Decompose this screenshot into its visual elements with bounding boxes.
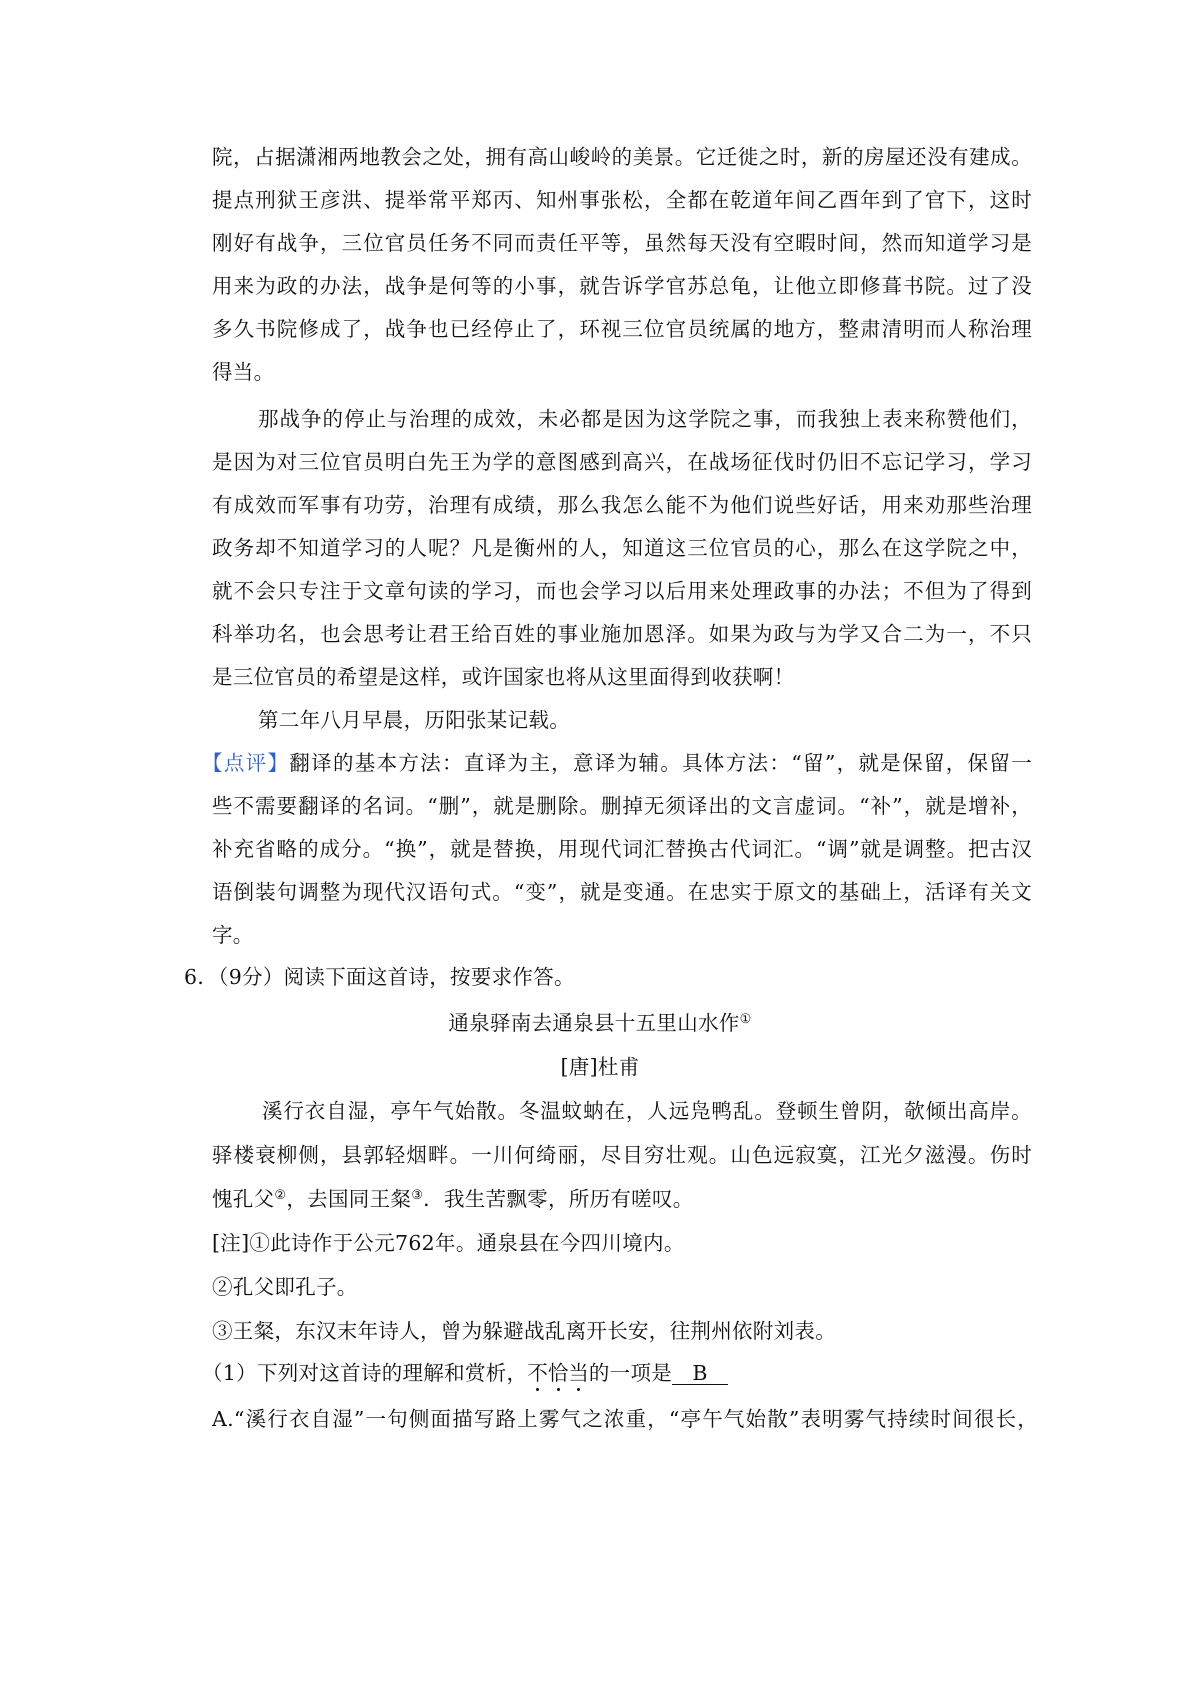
poem-line-part: ．我生苦飘零，所历有嗟叹。 — [423, 1187, 694, 1211]
sub-question-1 — [202, 1358, 728, 1388]
para2-last-line: 是三位官员的希望是这样，或许国家也将从这里面得到收获啊！ — [212, 665, 795, 689]
poem-line-part: 愧孔父 — [212, 1187, 275, 1211]
comment-line: 些不需要翻译的名词。“删”，就是删除。删掉无须译出的文言虚词。“补”，就是增补， — [212, 794, 1032, 818]
para2-line: 政务却不知道学习的人呢？凡是衡州的人，知道这三位官员的心，那么在这学院之中， — [212, 536, 1032, 560]
poem-line — [212, 1184, 694, 1214]
poem-line-part: ，去国同王粲 — [286, 1187, 412, 1211]
para1-last-line: 得当。 — [212, 360, 275, 384]
dotted-char: 不 — [527, 1361, 548, 1385]
sub-question-suffix: 的一项是 — [588, 1361, 673, 1385]
poem-note: [注]①此诗作于公元762年。通泉县在今四川境内。 — [212, 1231, 685, 1255]
para3-line: 第二年八月早晨，历阳张某记载。 — [258, 708, 570, 732]
poem-title-note-mark: ① — [739, 1012, 752, 1027]
poem-note-mark: ③ — [411, 1188, 424, 1203]
sub-question-prefix: （1）下列对这首诗的理解和赏析， — [202, 1361, 528, 1385]
dotted-char: 当 — [568, 1361, 589, 1385]
poem-note: ③王粲，东汉末年诗人，曾为躲避战乱离开长安，往荆州依附刘表。 — [212, 1319, 836, 1343]
poem-line: 驿楼衰柳侧，县郭轻烟畔。一川何绮丽，尽目穷壮观。山色远寂寞，江光夕滋漫。伤时 — [212, 1143, 1032, 1167]
comment-text: 翻译的基本方法：直译为主，意译为辅。具体方法：“留”，就是保留，保留一 — [289, 751, 1032, 775]
poem-title-text: 通泉驿南去通泉县十五里山水作 — [448, 1011, 740, 1035]
comment-first-line — [202, 748, 1032, 778]
comment-last-line: 字。 — [212, 923, 254, 947]
poem-note-mark: ② — [274, 1188, 287, 1203]
para2-line: 有成效而军事有功劳，治理有成绩，那么我怎么能不为他们说些好话，用来劝那些治理 — [212, 493, 1032, 517]
dotted-char: 恰 — [547, 1361, 569, 1385]
question-heading: 6．（9分）阅读下面这首诗，按要求作答。 — [184, 965, 575, 989]
comment-tag: 【点评】 — [202, 751, 290, 775]
para1-line: 院，占据潇湘两地教会之处，拥有高山峻岭的美景。它迁徙之时，新的房屋还没有建成。 — [212, 145, 1032, 169]
poem-note: ②孔父即孔子。 — [212, 1275, 358, 1299]
para2-line: 就不会只专注于文章句读的学习，而也会学习以后用来处理政事的办法；不但为了得到 — [212, 579, 1032, 603]
poem-line: 溪行衣自湿，亭午气始散。冬温蚊蚋在，人远凫鸭乱。登顿生曾阴，欹倾出高岸。 — [262, 1099, 1032, 1123]
comment-line: 补充省略的成分。“换”，就是替换，用现代词汇替换古代词汇。“调”就是调整。把古汉 — [212, 837, 1032, 861]
para1-line: 多久书院修成了，战争也已经停止了，环视三位官员统属的地方，整肃清明而人称治理 — [212, 317, 1032, 341]
para2-first-line: 那战争的停止与治理的成效，未必都是因为这学院之事，而我独上表来称赞他们， — [258, 407, 1032, 431]
para2-line: 科举功名，也会思考让君王给百姓的事业施加恩泽。如果为政与为学又合二为一，不只 — [212, 622, 1032, 646]
poem-author: [唐]杜甫 — [560, 1055, 640, 1079]
para1-line: 刚好有战争，三位官员任务不同而责任平等，虽然每天没有空暇时间，然而知道学习是 — [212, 231, 1032, 255]
comment-line: 语倒装句调整为现代汉语句式。“变”，就是变通。在忠实于原文的基础上，活译有关文 — [212, 880, 1032, 904]
answer-blank: B — [672, 1362, 728, 1385]
para2-line: 是因为对三位官员明白先王为学的意图感到高兴，在战场征伐时仍旧不忘记学习，学习 — [212, 450, 1032, 474]
poem-title — [0, 1008, 1200, 1038]
para1-line: 提点刑狱王彦洪、提举常平郑丙、知州事张松，全都在乾道年间乙酉年到了官下，这时 — [212, 188, 1032, 212]
para1-line: 用来为政的办法，战争是何等的小事，就告诉学官苏总龟，让他立即修葺书院。过了没 — [212, 274, 1032, 298]
option-a: A.“溪行衣自湿”一句侧面描写路上雾气之浓重，“亭午气始散”表明雾气持续时间很长， — [212, 1407, 1038, 1431]
emphasis-dotted-text — [527, 1361, 589, 1385]
